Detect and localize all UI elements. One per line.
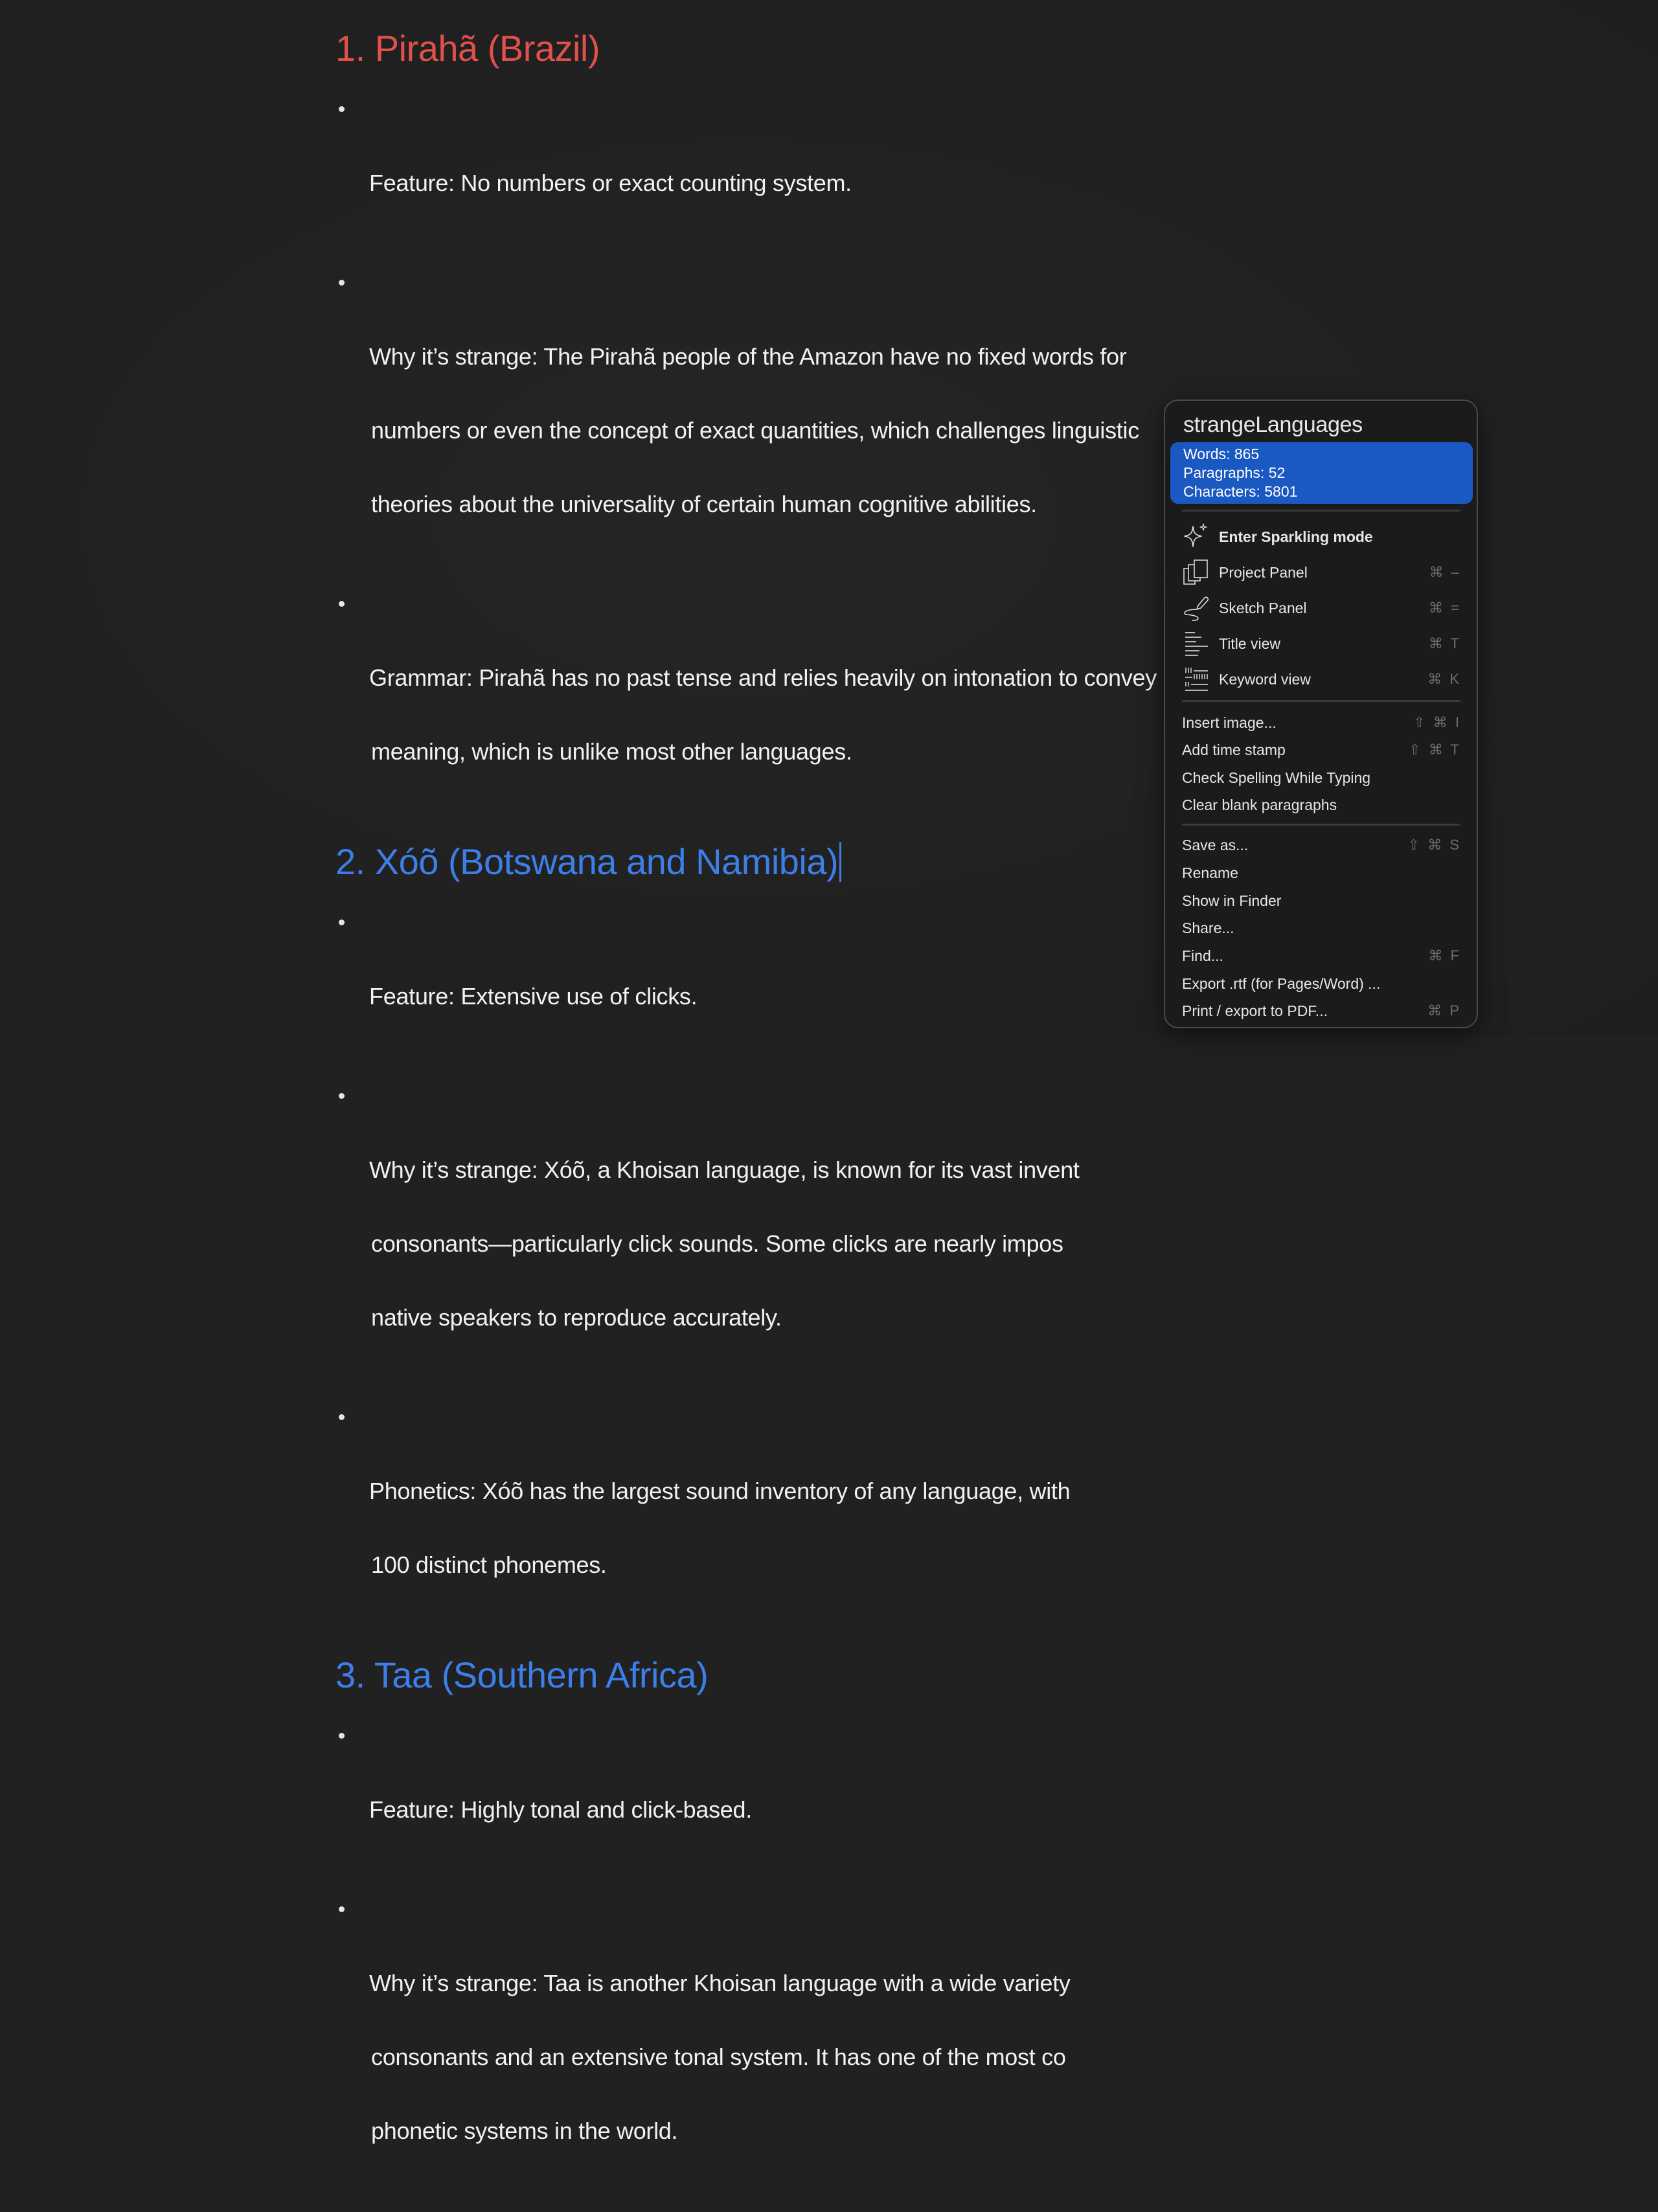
menu-item-export-rtf[interactable] [1165,970,1477,997]
text-line: consonants and an extensive tonal system. It has one of the most co [371,2044,1066,2070]
section-piraha [335,19,1307,807]
document-stats-box [1170,442,1473,504]
shortcut-hint: ⇧ ⌘ I [1413,714,1461,730]
menu-item-print-export-pdf[interactable] [1165,997,1477,1024]
text-line: Why it’s strange: Taa is another Khoisan language with a wide variety [369,1970,1071,1996]
section-heading[interactable] [335,19,1307,78]
list-item[interactable] [335,1399,1307,1620]
menu-item-add-time-stamp[interactable] [1165,736,1477,763]
shortcut-hint: ⌘ = [1429,600,1461,616]
bullet-dot-icon [339,920,345,925]
menu-item-share[interactable] [1165,914,1477,942]
menu-item-show-in-finder[interactable] [1165,887,1477,914]
menu-item-sketch-panel[interactable] [1165,594,1477,622]
pages-stack-icon [1182,558,1210,587]
menu-item-enter-sparkling-mode[interactable] [1165,523,1477,550]
bullet-list [335,904,1307,1620]
menu-item-rename[interactable] [1165,859,1477,886]
bullet-dot-icon [339,106,345,112]
text-line: Why it’s strange: The Pirahã people of the Amazon have no fixed words for [369,343,1127,370]
list-item[interactable] [335,585,1307,807]
text-line: Feature: Highly tonal and click-based. [369,1796,752,1823]
menu-item-label: Keyword view [1219,670,1311,688]
word-count: Words: 865 [1183,446,1260,462]
list-item[interactable] [335,264,1307,559]
text-line: native speakers to reproduce accurately. [371,1304,782,1331]
menu-item-label: Find... [1182,947,1223,964]
text-line: Feature: Extensive use of clicks. [369,983,698,1010]
list-item[interactable] [335,1891,1307,2186]
section-heading[interactable] [335,833,1307,891]
bullet-list [335,91,1307,807]
text-line: Feature: No numbers or exact counting system. [369,170,852,196]
list-item[interactable] [335,1078,1307,1373]
text-line: meaning, which is unlike most other languages. [371,738,852,765]
menu-item-label: Print / export to PDF... [1182,1002,1328,1019]
menu-item-label: Show in Finder [1182,892,1282,909]
section-xoo [335,833,1307,1620]
shortcut-hint: ⌘ – [1429,564,1461,580]
text-caret [839,842,841,882]
bullet-list [335,1717,1307,2186]
shortcut-hint: ⌘ P [1427,1002,1461,1019]
menu-item-label: Export .rtf (for Pages/Word) ... [1182,975,1381,992]
text-line: theories about the universality of certain human cognitive abilities. [371,491,1037,517]
bullet-dot-icon [339,280,345,286]
shortcut-hint: ⇧ ⌘ S [1407,837,1461,853]
shortcut-hint: ⇧ ⌘ T [1409,741,1461,758]
menu-item-title-view[interactable] [1165,630,1477,657]
text-line: Why it’s strange: Xóõ, a Khoisan language, is known for its vast invent [369,1157,1080,1183]
bullet-dot-icon [339,1414,345,1420]
menu-item-label: Add time stamp [1182,741,1286,758]
list-item[interactable] [335,1717,1307,1865]
text-line: Phonetics: Xóõ has the largest sound inventory of any language, with [369,1478,1071,1504]
list-item[interactable] [335,904,1307,1052]
paragraph-count: Paragraphs: 52 [1183,464,1286,481]
pencil-scribble-icon [1182,594,1210,622]
menu-item-clear-blank-paragraphs[interactable] [1165,791,1477,818]
menu-item-label: Sketch Panel [1219,599,1307,616]
menu-item-label: Insert image... [1182,714,1277,731]
menu-separator [1182,700,1460,702]
menu-item-project-panel[interactable] [1165,559,1477,586]
menu-item-save-as[interactable] [1165,831,1477,859]
document-name: strangeLanguages [1183,412,1363,437]
section-heading[interactable] [335,1646,1307,1704]
menu-item-label: Clear blank paragraphs [1182,796,1337,813]
text-line: numbers or even the concept of exact quantities, which challenges linguistic [371,417,1139,444]
menu-item-keyword-view[interactable] [1165,666,1477,693]
bullet-dot-icon [339,1093,345,1099]
document-body[interactable] [335,19,1307,2212]
text-line: Grammar: Pirahã has no past tense and relies heavily on intonation to convey [369,664,1157,691]
shortcut-hint: ⌘ K [1427,671,1461,687]
menu-item-find[interactable] [1165,942,1477,969]
shortcut-hint: ⌘ F [1428,947,1461,964]
heading-text: 3. Taa (Southern Africa) [335,1654,709,1695]
section-taa [335,1646,1307,2186]
shortcut-hint: ⌘ T [1428,635,1461,651]
text-line: consonants—particularly click sounds. Some clicks are nearly impos [371,1230,1063,1257]
menu-item-label: Project Panel [1219,563,1308,581]
menu-item-label: Enter Sparkling mode [1219,528,1373,545]
sparkle-icon [1182,523,1210,551]
text-line: phonetic systems in the world. [371,2117,678,2144]
menu-item-label: Rename [1182,864,1238,881]
menu-item-label: Share... [1182,919,1234,936]
menu-separator [1182,510,1460,512]
heading-text: 1. Pirahã (Brazil) [335,28,600,69]
keyword-lines-icon [1182,665,1210,694]
text-lines-icon [1182,629,1210,658]
menu-item-insert-image[interactable] [1165,709,1477,736]
document-context-menu [1164,400,1478,1028]
bullet-dot-icon [339,601,345,607]
text-line: 100 distinct phonemes. [371,1552,607,1578]
bullet-dot-icon [339,1733,345,1739]
menu-item-label: Save as... [1182,836,1249,853]
menu-item-label: Check Spelling While Typing [1182,769,1371,786]
list-item[interactable] [335,91,1307,238]
bullet-dot-icon [339,1906,345,1912]
heading-text: 2. Xóõ (Botswana and Namibia) [335,841,839,882]
menu-item-label: Title view [1219,635,1280,652]
menu-separator [1182,824,1460,826]
menu-item-check-spelling[interactable] [1165,764,1477,791]
character-count: Characters: 5801 [1183,483,1298,500]
